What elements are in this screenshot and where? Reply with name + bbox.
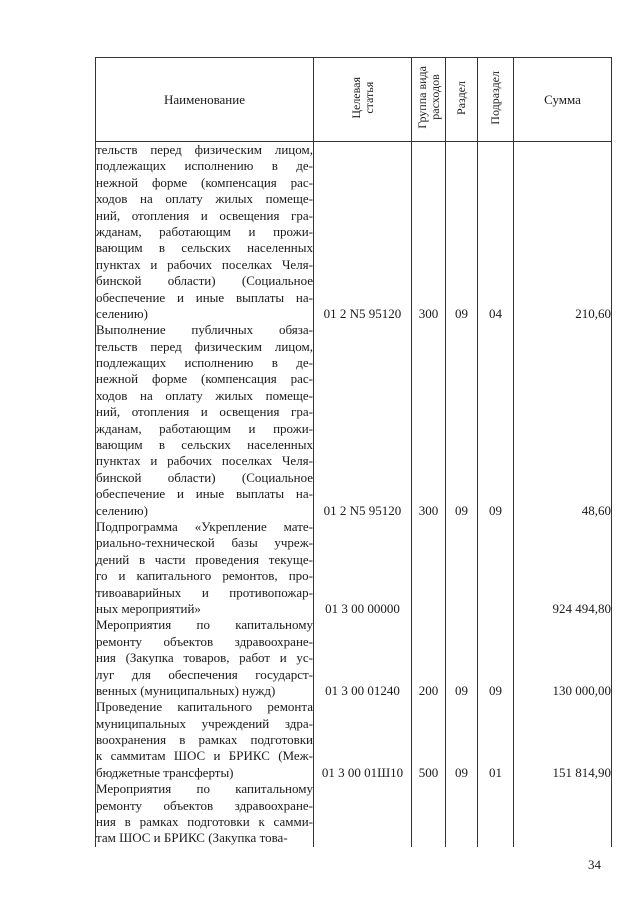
row-name-line: подлежащих исполнению в де- [96, 355, 313, 371]
row-name-line: ходов на оплату жилых помеще- [96, 191, 313, 207]
row-name-line: жданам, работающим и прожи- [96, 223, 313, 239]
row-target-article: 01 3 00 01240 [314, 617, 412, 699]
row-target-article: 01 2 N5 95120 [314, 142, 412, 323]
row-name-line: там ШОС и БРИКС (Закупка това- [96, 830, 288, 846]
row-name-line: венных (муниципальных) нужд) [96, 682, 276, 698]
row-name-line: Проведение капитального ремонта [96, 699, 313, 715]
row-name-line: ремонту объектов здравоохране- [96, 797, 313, 813]
row-sum: 130 000,00 [514, 617, 612, 699]
table-row [96, 617, 612, 699]
row-section: 09 [446, 699, 478, 781]
row-subsection: 09 [478, 617, 514, 699]
row-name-line: муниципальных учреждений здра- [96, 715, 313, 731]
table-row [96, 322, 612, 519]
table-row [96, 519, 612, 617]
header-name: Наименование [96, 58, 314, 142]
row-section [446, 519, 478, 617]
row-name-line: тельств перед физическим лицом, [96, 142, 313, 157]
row-sum: 48,60 [514, 322, 612, 519]
row-expense-group: 300 [412, 322, 446, 519]
header-expense-group: Группа вида расходов [412, 58, 446, 142]
header-sum: Сумма [514, 58, 612, 142]
row-name-line: воохранения в рамках подготовки [96, 732, 313, 748]
row-expense-group: 300 [412, 142, 446, 323]
page-number: 34 [588, 857, 601, 872]
row-name-line: Мероприятия по капитальному [96, 617, 313, 633]
row-sum: 210,60 [514, 142, 612, 323]
row-expense-group: 200 [412, 617, 446, 699]
row-target-article: 01 2 N5 95120 [314, 322, 412, 519]
table-row [96, 142, 612, 323]
row-expense-group [412, 781, 446, 847]
row-name-line: луг для обеспечения государст- [96, 666, 313, 682]
header-subsection: Подраздел [478, 58, 514, 142]
row-subsection [478, 781, 514, 847]
row-name-line: тивоаварийных и противопожар- [96, 584, 313, 600]
row-name-line: ходов на оплату жилых помеще- [96, 387, 313, 403]
row-name-line: нежной форме (компенсация рас- [96, 371, 313, 387]
budget-table [95, 57, 612, 847]
row-name-line: ния (Закупка товаров, работ и ус- [96, 650, 313, 666]
row-expense-group: 500 [412, 699, 446, 781]
row-name-line: бюджетные трансферты) [96, 764, 234, 780]
row-sum: 151 814,90 [514, 699, 612, 781]
row-name-line: ных мероприятий» [96, 600, 201, 616]
row-subsection: 04 [478, 142, 514, 323]
row-sum: 924 494,80 [514, 519, 612, 617]
row-section: 09 [446, 142, 478, 323]
row-name-line: го и капитального ремонтов, про- [96, 568, 313, 584]
table-row [96, 781, 612, 847]
header-target-article: Целевая статья [314, 58, 412, 142]
row-name-line: селению) [96, 502, 148, 518]
row-name-line: бинской области) (Социальное [96, 273, 313, 289]
row-name [96, 322, 314, 519]
row-name-line: обеспечение и иные выплаты на- [96, 486, 313, 502]
row-name-line: бинской области) (Социальное [96, 469, 313, 485]
table-header [96, 58, 612, 142]
row-name-line: Мероприятия по капитальному [96, 781, 313, 797]
row-name [96, 617, 314, 699]
table-body [96, 142, 612, 847]
row-name-line: Выполнение публичных обяза- [96, 322, 313, 338]
row-subsection: 01 [478, 699, 514, 781]
row-name-line: подлежащих исполнению в де- [96, 158, 313, 174]
row-subsection: 09 [478, 322, 514, 519]
header-section: Раздел [446, 58, 478, 142]
row-name-line: вающим в сельских населенных [96, 437, 313, 453]
row-expense-group [412, 519, 446, 617]
row-name-line: ремонту объектов здравоохране- [96, 633, 313, 649]
row-name-line: ний, отопления и освещения гра- [96, 404, 313, 420]
row-name-line: пунктах и рабочих поселках Челя- [96, 453, 313, 469]
row-name-line: обеспечение и иные выплаты на- [96, 289, 313, 305]
row-target-article [314, 781, 412, 847]
table-row [96, 699, 612, 781]
row-name-line: риально-технической базы учреж- [96, 535, 313, 551]
row-name-line: дений в части проведения текуще- [96, 551, 313, 567]
row-name-line: к саммитам ШОС и БРИКС (Меж- [96, 748, 313, 764]
row-section: 09 [446, 322, 478, 519]
row-name [96, 699, 314, 781]
row-name-line: тельств перед физическим лицом, [96, 338, 313, 354]
row-section: 09 [446, 617, 478, 699]
row-name-line: нежной форме (компенсация рас- [96, 174, 313, 190]
row-section [446, 781, 478, 847]
row-name [96, 142, 314, 323]
row-name [96, 781, 314, 847]
row-subsection [478, 519, 514, 617]
row-name-line: селению) [96, 305, 148, 321]
row-sum [514, 781, 612, 847]
row-name-line: пунктах и рабочих поселках Челя- [96, 256, 313, 272]
row-name [96, 519, 314, 617]
row-name-line: жданам, работающим и прожи- [96, 420, 313, 436]
row-name-line: ний, отопления и освещения гра- [96, 207, 313, 223]
row-target-article: 01 3 00 00000 [314, 519, 412, 617]
row-name-line: ния в рамках подготовки к самми- [96, 814, 313, 830]
row-target-article: 01 3 00 01Ш10 [314, 699, 412, 781]
row-name-line: Подпрограмма «Укрепление мате- [96, 518, 313, 534]
row-name-line: вающим в сельских населенных [96, 240, 313, 256]
